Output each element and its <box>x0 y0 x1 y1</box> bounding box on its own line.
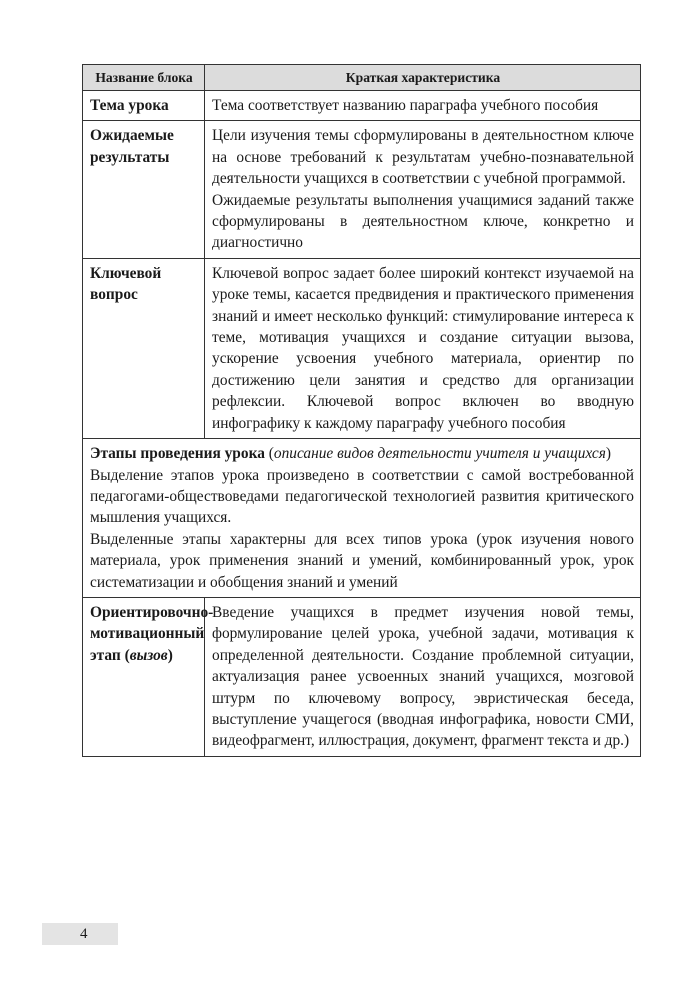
row-name <box>83 597 214 756</box>
table-row <box>83 597 641 756</box>
header-short-description: Краткая характеристика <box>205 65 641 91</box>
table-full-width-row <box>83 439 641 598</box>
paren-open: ( <box>264 445 274 463</box>
row-name: Ключевой вопрос <box>83 258 205 438</box>
paren-open: ( <box>120 646 130 664</box>
table-header-row <box>83 65 641 91</box>
stages-description-cell <box>83 439 641 598</box>
row-description: Тема соответствует названию параграфа учебного пособия <box>205 91 641 121</box>
lesson-structure-table <box>82 64 641 757</box>
row-paragraph: Цели изучения темы сформулированы в деятельностном ключе на основе требований к результатам учебно-познавательной деятельности учащихся в соответствии с учебной программой. <box>212 127 634 188</box>
stages-title-italic: описание видов деятельности учителя и учащихся <box>273 445 606 463</box>
row-name: Тема урока <box>83 91 205 121</box>
table-row <box>83 121 641 258</box>
stages-paragraph-2: Выделенные этапы характерны для всех типов урока (урок изучения нового материала, урок применения знаний и умений, комбинированный урок, урок систематизации и обобщения знаний и умений <box>90 530 634 591</box>
table-row <box>83 91 641 121</box>
row-description <box>205 121 641 258</box>
stages-title-bold: Этапы проведения урока <box>90 445 265 463</box>
page-number: 4 <box>42 923 118 945</box>
header-block-name: Название блока <box>83 65 205 91</box>
row-name: Ожидаемые результаты <box>83 121 205 258</box>
stage-name-bold: Ориентировочно-мотивационный этап <box>90 603 214 664</box>
row-description: Введение учащихся в предмет изучения новой темы, формулирование целей урока, учебной задачи, мотивация к определенной деятельности. Создание проблемной ситуации, актуализация ранее усвоенных знаний учащихся, мозговой штурм по ключевому вопросу, эвристическая беседа, выступление учащегося (вводная инфографика, новости СМИ, видеофрагмент, иллюстрация, документ, фрагмент текста и др.) <box>205 597 641 756</box>
stages-paragraph-1: Выделение этапов урока произведено в соответствии с самой востребованной педагогами-обществоведами педагогической технологией развития критического мышления учащихся. <box>90 466 634 527</box>
stage-name-italic: вызов <box>129 646 168 664</box>
row-description: Ключевой вопрос задает более широкий контекст изучаемой на уроке темы, касается предвидения и практического применения знаний и имеет несколько функций: стимулирование интереса к теме, мотивация учащихся и создание ситуации вызова, ускорение усвоения учебного материала, ориентир по достижению цели занятия и средство для организации рефлексии. Ключевой вопрос включен во вводную инфографику к каждому параграфу учебного пособия <box>205 258 641 438</box>
paren-close: ) <box>167 646 173 664</box>
row-paragraph: Ожидаемые результаты выполнения учащимися заданий также сформулированы в деятельностном ключе, конкретно и диагностично <box>212 191 634 252</box>
paren-close: ) <box>605 445 611 463</box>
table-row <box>83 258 641 438</box>
stages-title <box>90 443 634 464</box>
content-page <box>82 64 640 757</box>
